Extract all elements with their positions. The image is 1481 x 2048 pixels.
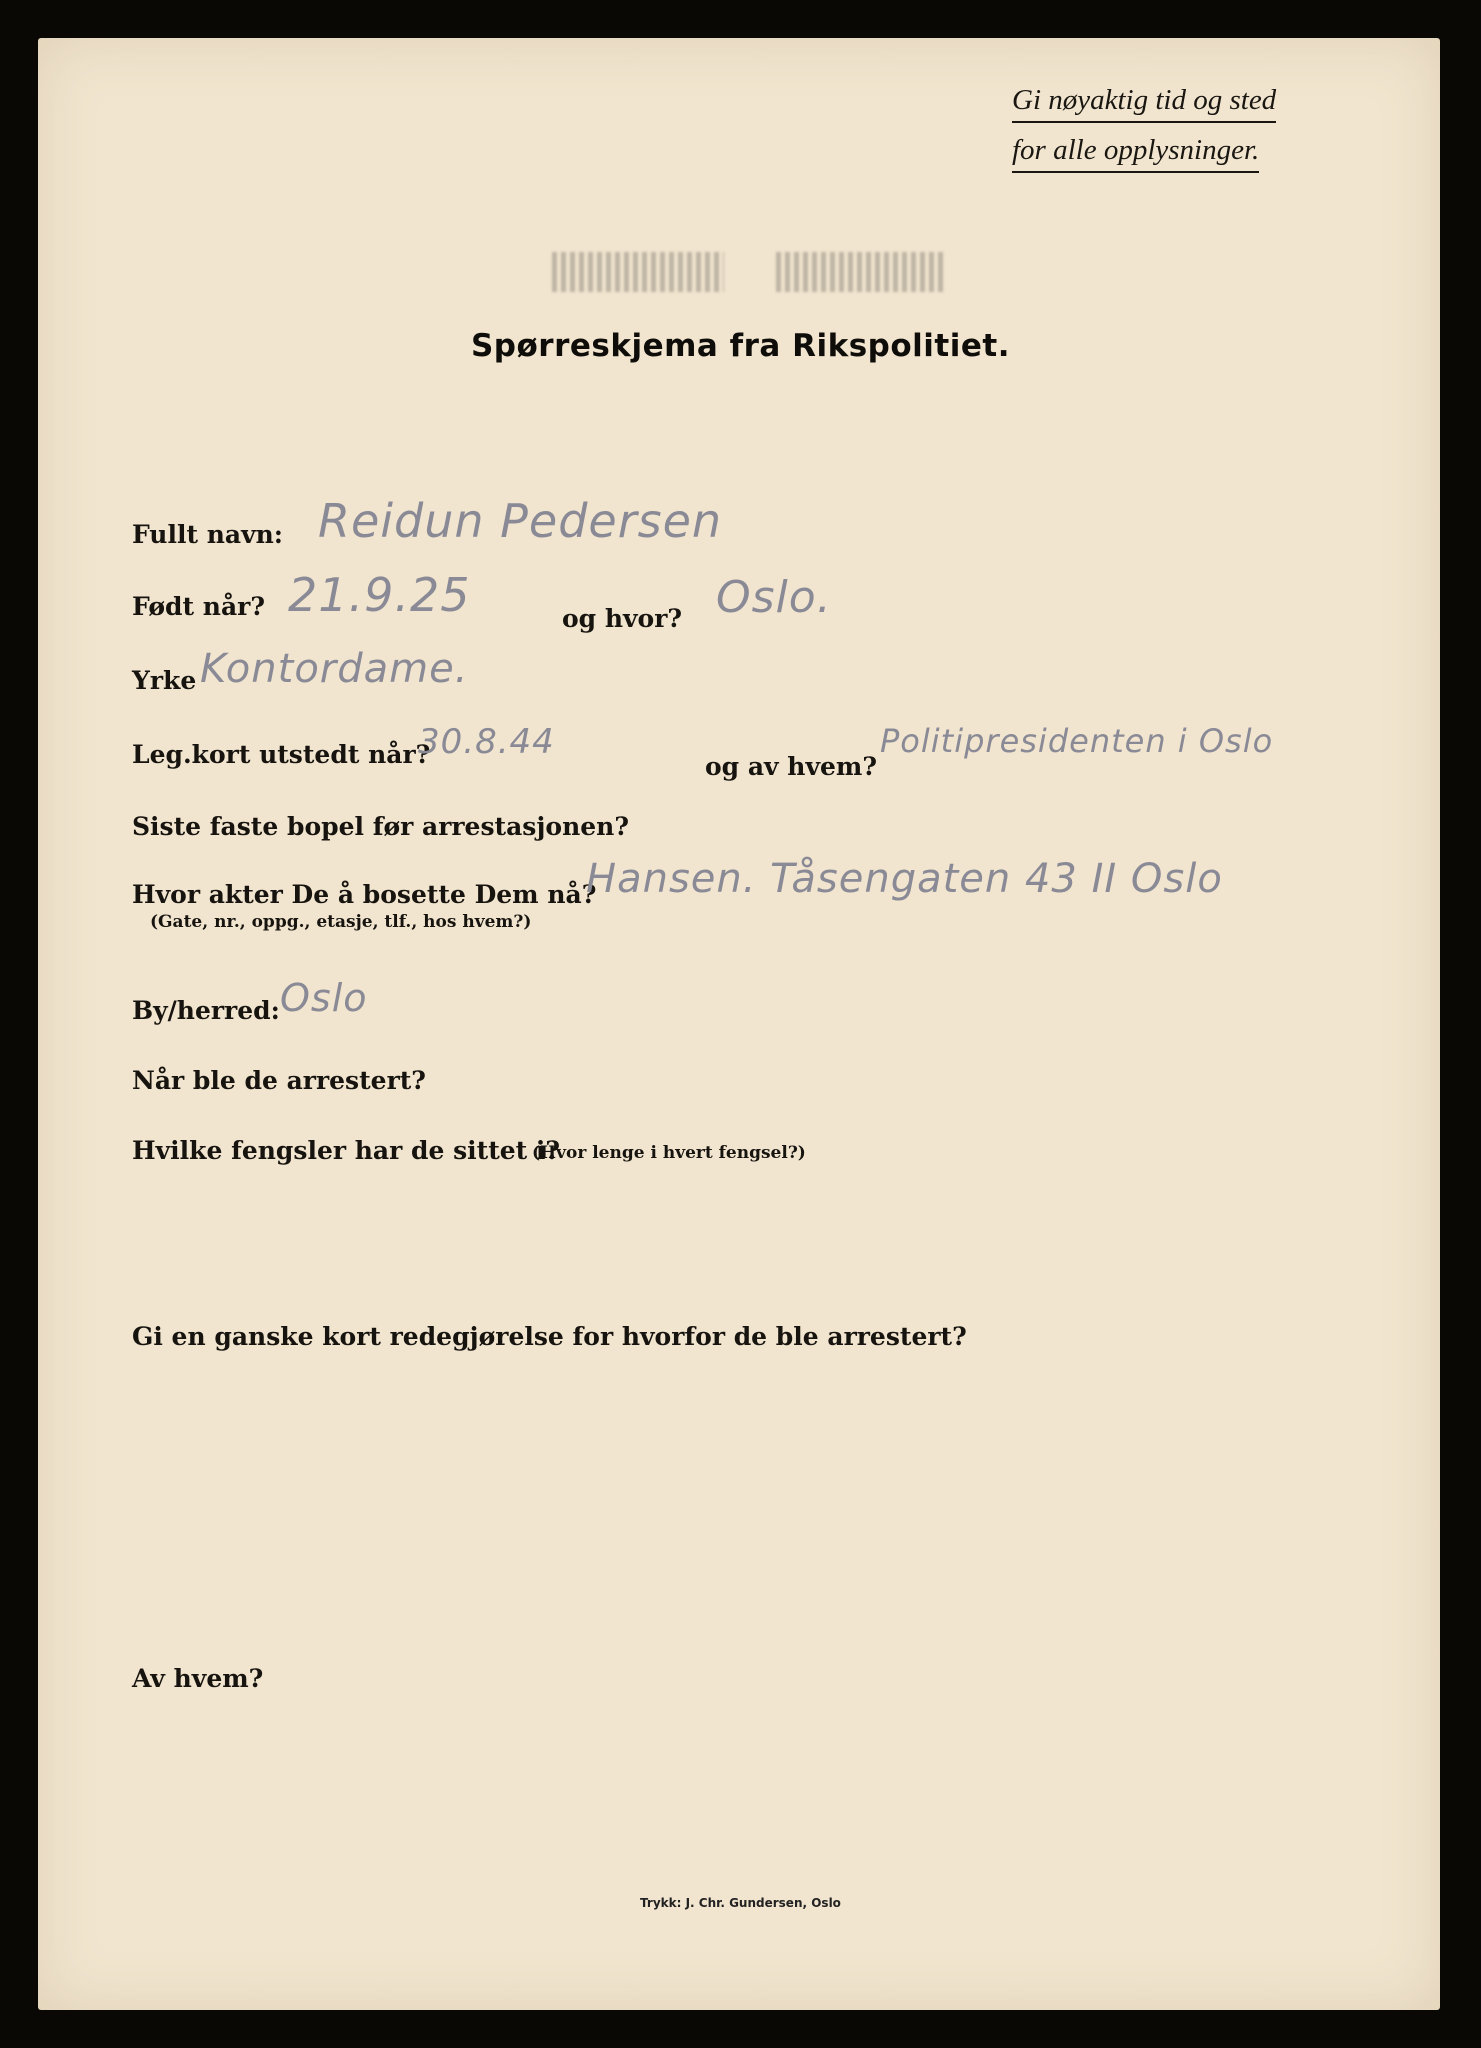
full-name-value: Reidun Pedersen — [318, 494, 723, 548]
prisons-label: Hvilke fengsler har de sittet i? — [132, 1136, 561, 1165]
occupation-value: Kontordame. — [200, 646, 469, 692]
city-value: Oslo — [280, 976, 368, 1020]
born-where-label: og hvor? — [562, 604, 683, 633]
id-card-issued-label: Leg.kort utstedt når? — [132, 740, 431, 769]
form-title: Spørreskjema fra Rikspolitiet. — [470, 328, 1010, 364]
instruction-note-line-1: Gi nøyaktig tid og sted — [1012, 84, 1276, 123]
city-label: By/herred: — [132, 996, 280, 1025]
instruction-note-line-2: for alle opplysninger. — [1012, 134, 1259, 173]
born-where-value: Oslo. — [716, 572, 832, 623]
prisons-sublabel: (Hvor lenge i hvert fengsel?) — [532, 1143, 806, 1163]
settle-label: Hvor akter De å bosette Dem nå? — [132, 880, 597, 909]
full-name-label: Fullt navn: — [132, 520, 284, 549]
arrested-when-label: Når ble de arrestert? — [132, 1066, 426, 1095]
id-card-issued-value: 30.8.44 — [418, 722, 555, 762]
born-when-label: Født når? — [132, 592, 265, 621]
faded-header-left — [552, 252, 724, 292]
printer-imprint: Trykk: J. Chr. Gundersen, Oslo — [640, 1896, 841, 1910]
arrested-by-label: Av hvem? — [132, 1664, 264, 1693]
settle-value: Hansen. Tåsengaten 43 II Oslo — [586, 856, 1223, 902]
arrest-reason-label: Gi en ganske kort redegjørelse for hvorfor de ble arrestert? — [132, 1322, 967, 1351]
last-address-label: Siste faste bopel før arrestasjonen? — [132, 812, 629, 841]
id-card-by-value: Politipresidenten i Oslo — [880, 722, 1274, 760]
settle-sublabel: (Gate, nr., oppg., etasje, tlf., hos hvem?) — [150, 912, 532, 932]
faded-header-right — [776, 252, 944, 292]
occupation-label: Yrke — [132, 666, 197, 695]
born-when-value: 21.9.25 — [288, 568, 471, 622]
id-card-by-label: og av hvem? — [705, 752, 877, 781]
